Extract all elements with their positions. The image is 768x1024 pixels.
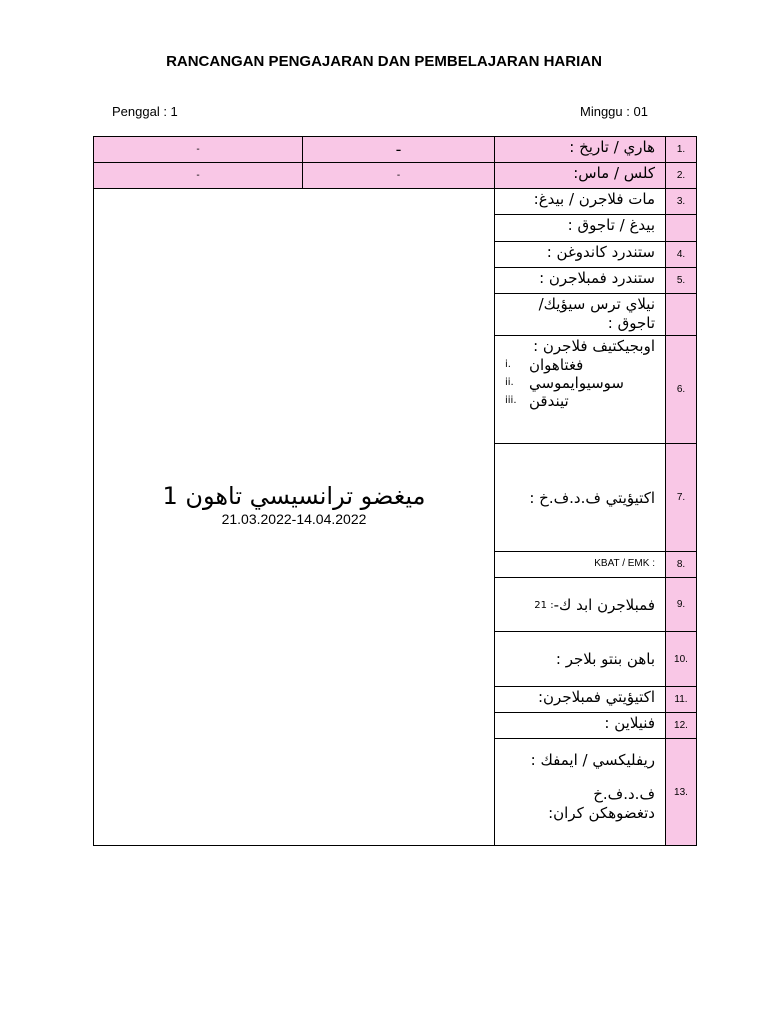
label-bahan-bantu: باهن بنتو بلاجر : [494,631,666,687]
page-title: RANCANGAN PENGAJARAN DAN PEMBELAJARAN HARIAN [166,53,602,70]
row-number-6: 6. [665,335,697,444]
label-bidang-tajuk: بيدغ / تاجوق : [494,214,666,242]
row-number-2: 2. [665,162,697,189]
value-kelas: - [93,162,303,189]
row-number-13: 13. [665,738,697,846]
minggu-label: Minggu : 01 [580,104,648,119]
label-standard-kandungan: ستندرد كاندوغن : [494,241,666,268]
row-number-11: 11. [665,686,697,713]
main-content-cell [93,188,495,846]
objektif-cell [494,335,666,444]
label-pembelajaran-abad21: فمبلاجرن ابد ك- 21 : [494,577,666,632]
row-number-5: 5. [665,267,697,294]
transition-week-title: ميغضو ترانسيسي تاهون 1 [162,482,426,510]
label-aktiviti-pdpc: اكتيؤيتي ف.د.ف.خ : [494,443,666,552]
label-standard-pembelajaran: ستندرد فمبلاجرن : [494,267,666,294]
row-number-4: 4. [665,241,697,268]
row-number-12: 12. [665,712,697,739]
row-number-7: 7. [665,443,697,552]
objektif-item: تيندقن iii. [505,392,569,410]
refleksi-cell [494,738,666,846]
objektif-item: فغتاهوان i. [505,356,584,374]
value-hari: - [302,136,495,163]
label-aktiviti-pembelajaran: اكتيؤيتي فمبلاجرن: [494,686,666,713]
row-number-5b [665,293,697,336]
label-pdpc: ف.د.ف.خ [593,785,655,803]
value-masa: - [302,162,495,189]
label-ditangguhkan: دتغضوهكن كران: [548,804,655,822]
row-number-3b [665,214,697,242]
row-number-1: 1. [665,136,697,163]
objektif-item: سوسيوايموسي ii. [505,374,624,392]
label-kbat-emk: KBAT / EMK : [494,551,666,578]
penggal-label: Penggal : 1 [112,104,178,119]
label-refleksi: ريفليكسي / ايمفك : [530,751,655,769]
label-objektif: اوبجيكتيف فلاجرن : [533,337,655,355]
label-nilai-merentas: نيلاي ترس سيؤيك/ تاجوق : [494,293,666,336]
objektif-list [501,356,655,410]
row-number-3: 3. [665,188,697,215]
label-kelas-masa: كلس / ماس: [494,162,666,189]
value-tarikh: - [93,136,303,163]
label-mata-pelajaran: مات فلاجرن / بيدغ: [494,188,666,215]
row-number-9: 9. [665,577,697,632]
label-hari-tarikh: هاري / تاريخ : [494,136,666,163]
transition-dates: 21.03.2022-14.04.2022 [221,511,367,527]
row-number-8: 8. [665,551,697,578]
row-number-10: 10. [665,631,697,687]
label-penilaian: فنيلاين : [494,712,666,739]
